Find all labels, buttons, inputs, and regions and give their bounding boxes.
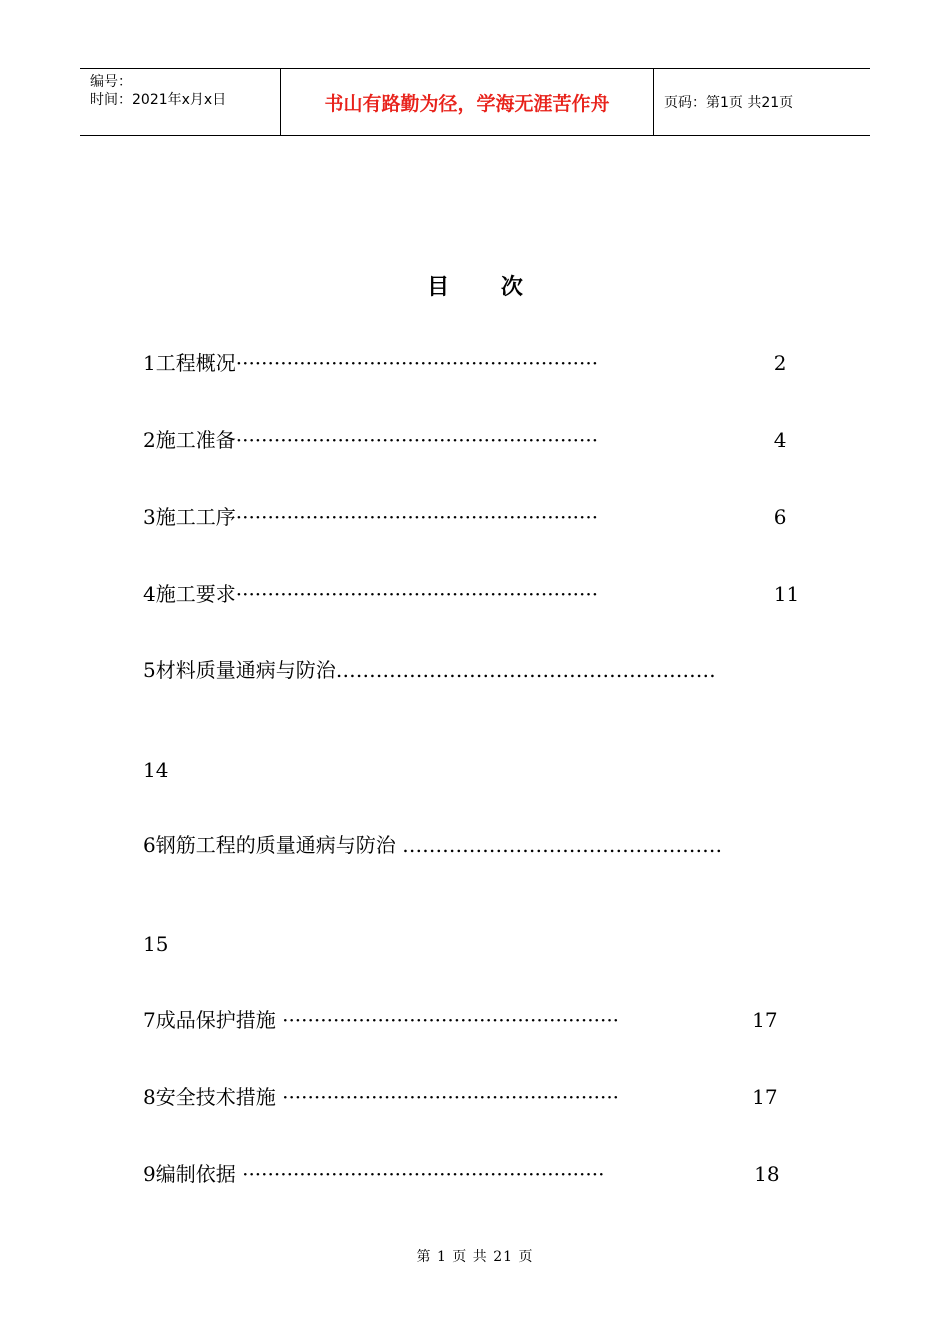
- toc-entry-label: 5材料质量通病与防治: [143, 658, 336, 682]
- toc-entry[interactable]: [143, 580, 799, 608]
- toc-entry[interactable]: [143, 1006, 778, 1034]
- toc-leader: ·························································: [235, 351, 599, 375]
- toc-entry-page: 6: [773, 505, 787, 529]
- toc-leader: ·····················································: [282, 1008, 620, 1032]
- page-footer: 第 1 页 共 21 页: [416, 1249, 534, 1265]
- toc-entry-page: 17: [752, 1008, 778, 1032]
- toc-entry-label: 8安全技术措施: [143, 1085, 276, 1109]
- toc-leader: …………………………………………: [402, 833, 723, 857]
- toc-leader: ·························································: [235, 428, 599, 452]
- toc-entry-label: 3施工工序: [143, 505, 236, 529]
- toc-entry[interactable]: [143, 831, 746, 859]
- toc-entry-label: 9编制依据: [143, 1162, 236, 1186]
- number-label: 编号：: [90, 74, 132, 90]
- toc-entry[interactable]: [143, 656, 770, 684]
- toc-entry-page: 2: [773, 351, 787, 375]
- time-label: 时间：2021年x月x日: [90, 92, 227, 108]
- toc-leader: …………………………………………………: [335, 658, 716, 682]
- toc-entry-page: 4: [773, 428, 787, 452]
- toc-leader: ·························································: [242, 1162, 605, 1186]
- toc-entry-label: 2施工准备: [143, 428, 236, 452]
- toc-leader: ·························································: [235, 582, 599, 606]
- toc-entry-page: 14: [143, 758, 169, 782]
- toc-entry-label: 4施工要求: [143, 582, 236, 606]
- toc-entry-label: 1工程概况: [143, 351, 236, 375]
- header-left-cell: [80, 69, 281, 135]
- header-motto: 书山有路勤为径，学海无涯苦作舟: [281, 69, 654, 135]
- page-title: 目 次: [427, 275, 545, 300]
- toc-entry-page: 15: [143, 932, 169, 956]
- toc-entry[interactable]: [143, 1160, 780, 1188]
- toc-entry[interactable]: [143, 349, 786, 377]
- toc-entry[interactable]: [143, 1083, 778, 1111]
- toc-entry-label: 7成品保护措施: [143, 1008, 276, 1032]
- toc-entry[interactable]: [143, 426, 786, 454]
- toc-entry-page: 17: [752, 1085, 778, 1109]
- toc-entry-page: 11: [773, 582, 800, 606]
- toc-entry[interactable]: [143, 503, 786, 531]
- toc-entry-label: 6钢筋工程的质量通病与防治: [143, 833, 396, 857]
- toc-leader: ·····················································: [282, 1085, 620, 1109]
- page-header: [80, 68, 870, 136]
- toc-entry-page: 18: [754, 1162, 780, 1186]
- toc-leader: ·························································: [235, 505, 599, 529]
- header-page-info: 页码：第1页 共21页: [664, 95, 794, 111]
